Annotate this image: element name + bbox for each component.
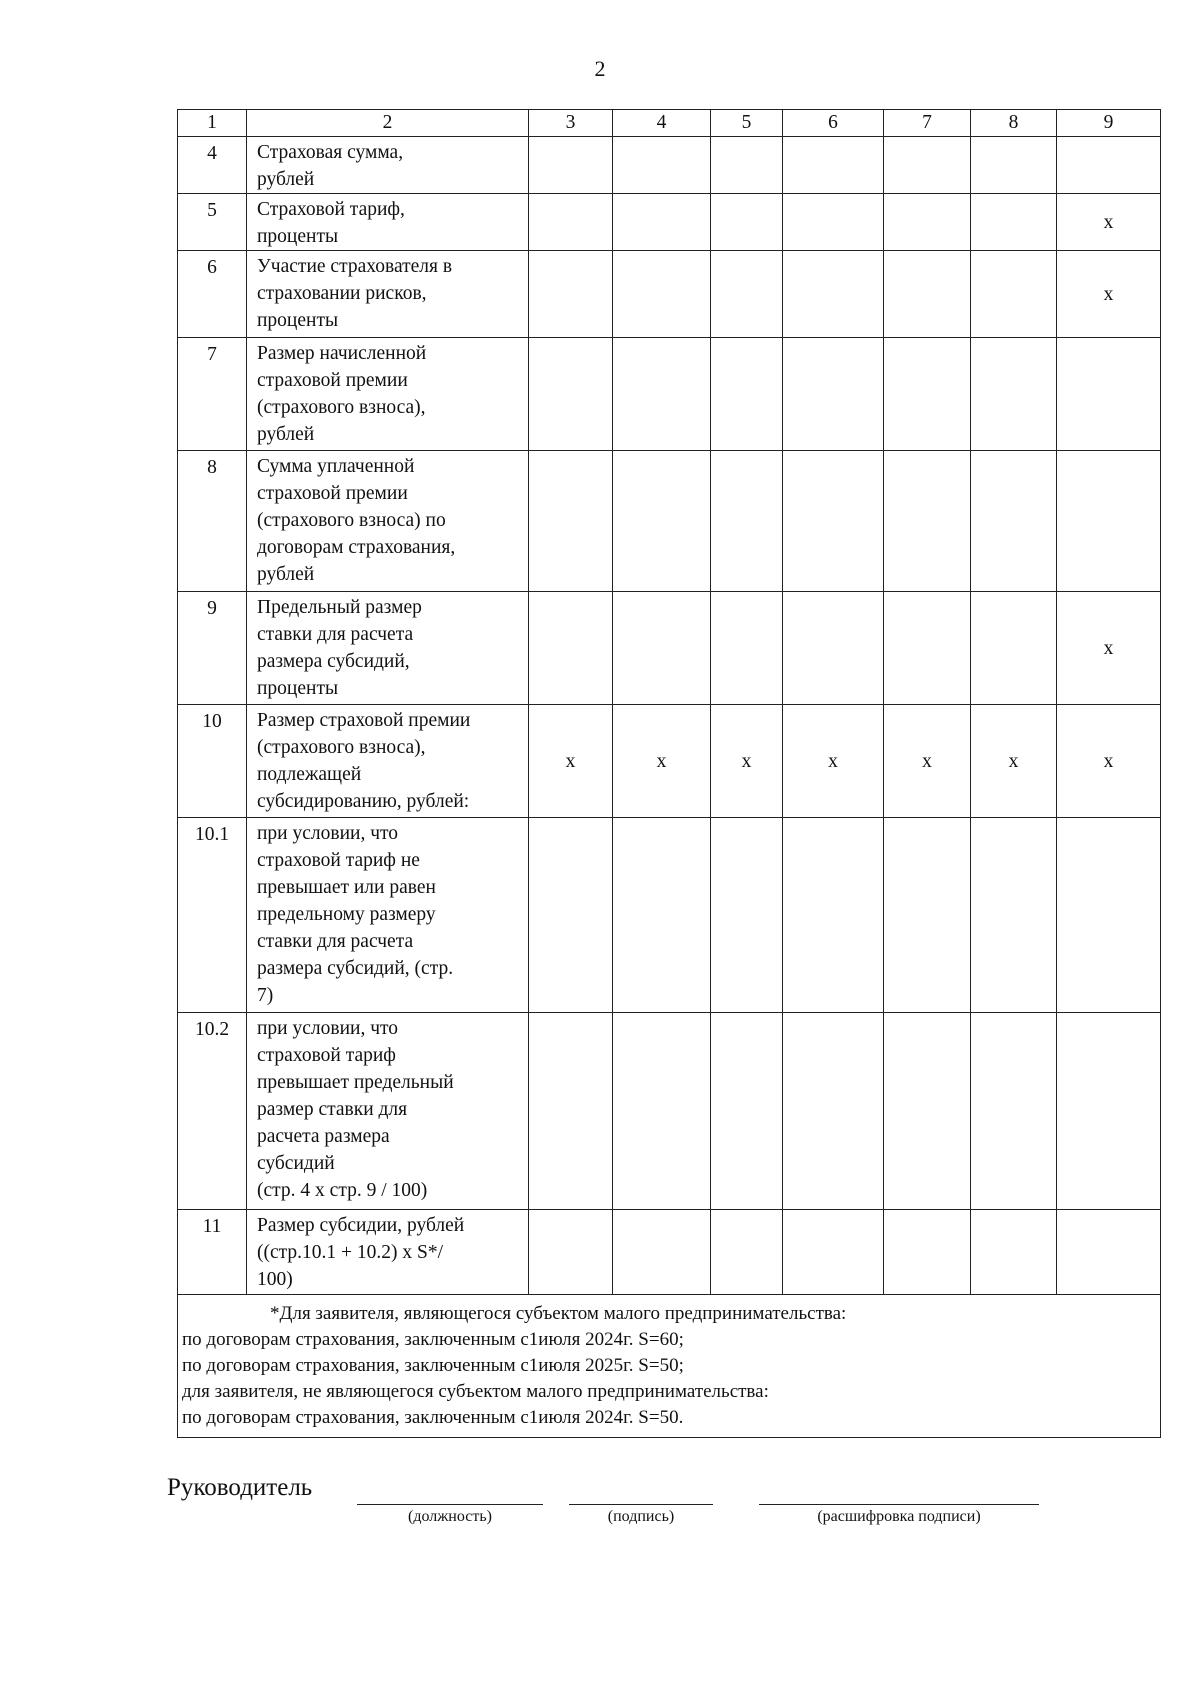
table-row xyxy=(178,451,1161,592)
value-cell xyxy=(613,1013,711,1210)
value-cell xyxy=(1057,1013,1161,1210)
row-label-line: Сумма уплаченной xyxy=(257,456,415,477)
value-cell xyxy=(971,137,1057,194)
value-cell xyxy=(711,194,783,251)
value-cell xyxy=(613,251,711,338)
row-number-cell: 10.2 xyxy=(178,1013,247,1210)
value-cell xyxy=(783,818,884,1013)
row-label-line: (страхового взноса), xyxy=(257,397,426,418)
row-label-line: ставки для расчета xyxy=(257,624,414,645)
row-label-line: (страхового взноса) по xyxy=(257,510,446,531)
value-cell xyxy=(783,338,884,451)
row-label-cell xyxy=(247,592,529,705)
table-row xyxy=(178,137,1161,194)
row-number-cell: 10.1 xyxy=(178,818,247,1013)
table-row xyxy=(178,592,1161,705)
row-label-cell xyxy=(247,451,529,592)
row-label-line: при условии, что xyxy=(257,823,399,844)
value-cell xyxy=(884,251,971,338)
row-label-line: Размер страховой премии xyxy=(257,710,471,731)
column-header: 4 xyxy=(613,110,711,137)
value-cell xyxy=(529,1013,613,1210)
value-cell: x xyxy=(1057,592,1161,705)
value-cell xyxy=(884,592,971,705)
column-header: 9 xyxy=(1057,110,1161,137)
value-cell xyxy=(613,194,711,251)
value-cell xyxy=(529,194,613,251)
row-label-line: размер ставки для xyxy=(257,1099,408,1120)
value-cell: x xyxy=(529,705,613,818)
column-header: 7 xyxy=(884,110,971,137)
row-label-line: 100) xyxy=(257,1269,293,1290)
signature-field xyxy=(569,1504,713,1526)
value-cell: x xyxy=(613,705,711,818)
value-cell xyxy=(711,251,783,338)
position-caption: (должность) xyxy=(408,1508,492,1525)
signature-title: Руководитель xyxy=(167,1474,313,1501)
signature-block xyxy=(167,1474,1067,1534)
row-label-line: при условии, что xyxy=(257,1018,399,1039)
value-cell xyxy=(783,1013,884,1210)
footnote-line: по договорам страхования, заключенным с1июля 2024г. S=60; xyxy=(182,1329,684,1350)
value-cell: x xyxy=(711,705,783,818)
column-header: 3 xyxy=(529,110,613,137)
row-label-line: Предельный размер xyxy=(257,597,422,618)
row-number-cell: 4 xyxy=(178,137,247,194)
row-label-cell xyxy=(247,1013,529,1210)
value-cell xyxy=(613,592,711,705)
value-cell xyxy=(971,592,1057,705)
row-number-cell: 6 xyxy=(178,251,247,338)
value-cell xyxy=(783,251,884,338)
value-cell xyxy=(711,1013,783,1210)
row-label-line: ((стр.10.1 + 10.2) x S*/ xyxy=(257,1242,444,1263)
value-cell xyxy=(783,451,884,592)
subsidy-calculation-table xyxy=(177,109,1161,1438)
value-cell xyxy=(529,818,613,1013)
decoding-field xyxy=(759,1504,1039,1526)
row-label-line: субсидированию, рублей: xyxy=(257,791,470,812)
table-row xyxy=(178,251,1161,338)
value-cell xyxy=(529,137,613,194)
row-label-line: рублей xyxy=(257,424,315,445)
row-number-cell: 9 xyxy=(178,592,247,705)
row-label-line: Страховой тариф, xyxy=(257,199,405,220)
value-cell xyxy=(1057,338,1161,451)
value-cell xyxy=(971,338,1057,451)
row-number-cell: 8 xyxy=(178,451,247,592)
value-cell xyxy=(711,818,783,1013)
value-cell xyxy=(613,137,711,194)
table-row xyxy=(178,818,1161,1013)
value-cell xyxy=(884,194,971,251)
row-label-line: страховой тариф xyxy=(257,1045,396,1066)
value-cell xyxy=(783,1210,884,1295)
header-row xyxy=(178,110,1161,137)
row-label-line: проценты xyxy=(257,310,339,331)
value-cell xyxy=(1057,451,1161,592)
row-number-cell: 11 xyxy=(178,1210,247,1295)
row-label-line: страховой премии xyxy=(257,483,408,504)
row-label-line: проценты xyxy=(257,678,339,699)
value-cell xyxy=(1057,818,1161,1013)
row-label-cell xyxy=(247,818,529,1013)
value-cell: x xyxy=(1057,705,1161,818)
row-number-cell: 7 xyxy=(178,338,247,451)
row-label-cell xyxy=(247,194,529,251)
value-cell xyxy=(971,1013,1057,1210)
row-label-line: превышает или равен xyxy=(257,877,436,898)
value-cell xyxy=(529,592,613,705)
row-label-line: страховании рисков, xyxy=(257,283,427,304)
column-header: 2 xyxy=(247,110,529,137)
value-cell: x xyxy=(971,705,1057,818)
value-cell: x xyxy=(1057,194,1161,251)
row-label-line: страховой премии xyxy=(257,370,408,391)
row-label-cell xyxy=(247,338,529,451)
value-cell xyxy=(884,338,971,451)
value-cell xyxy=(529,338,613,451)
value-cell xyxy=(971,451,1057,592)
decoding-caption: (расшифровка подписи) xyxy=(817,1508,981,1525)
table-row xyxy=(178,338,1161,451)
row-label-line: Участие страхователя в xyxy=(257,256,453,277)
column-header: 8 xyxy=(971,110,1057,137)
row-label-line: рублей xyxy=(257,564,315,585)
column-header: 1 xyxy=(178,110,247,137)
row-label-line: договорам страхования, xyxy=(257,537,456,558)
row-label-line: 7) xyxy=(257,985,274,1006)
value-cell xyxy=(613,1210,711,1295)
row-label-line: проценты xyxy=(257,226,339,247)
position-field xyxy=(357,1504,543,1526)
row-label-cell xyxy=(247,137,529,194)
footnote-line: по договорам страхования, заключенным с1июля 2025г. S=50; xyxy=(182,1355,684,1376)
value-cell xyxy=(884,451,971,592)
row-label-line: Размер субсидии, рублей xyxy=(257,1215,465,1236)
value-cell xyxy=(884,818,971,1013)
row-label-line: (страхового взноса), xyxy=(257,737,426,758)
value-cell: x xyxy=(783,705,884,818)
value-cell xyxy=(711,451,783,592)
value-cell xyxy=(783,137,884,194)
row-label-line: ставки для расчета xyxy=(257,931,414,952)
row-number-cell: 5 xyxy=(178,194,247,251)
footnote-row xyxy=(178,1295,1161,1438)
value-cell xyxy=(529,1210,613,1295)
footnote xyxy=(178,1295,1161,1438)
value-cell xyxy=(884,137,971,194)
row-label-line: субсидий xyxy=(257,1153,335,1174)
row-label-line: Размер начисленной xyxy=(257,343,427,364)
value-cell xyxy=(529,451,613,592)
value-cell xyxy=(884,1013,971,1210)
table-row xyxy=(178,705,1161,818)
row-label-line: размера субсидий, xyxy=(257,651,410,672)
row-label-line: страховой тариф не xyxy=(257,850,420,871)
footnote-line: *Для заявителя, являющегося субъектом малого предпринимательства: xyxy=(270,1303,847,1324)
value-cell xyxy=(884,1210,971,1295)
row-label-line: подлежащей xyxy=(257,764,362,785)
signature-caption: (подпись) xyxy=(607,1508,675,1525)
value-cell: x xyxy=(884,705,971,818)
row-label-line: рублей xyxy=(257,169,315,190)
table-body xyxy=(178,137,1161,1295)
table-row xyxy=(178,1013,1161,1210)
row-label-line: превышает предельный xyxy=(257,1072,454,1093)
value-cell xyxy=(1057,137,1161,194)
row-label-cell xyxy=(247,705,529,818)
row-label-line: Страховая сумма, xyxy=(257,142,404,163)
value-cell xyxy=(529,251,613,338)
value-cell xyxy=(711,338,783,451)
footnote-line: по договорам страхования, заключенным с1июля 2024г. S=50. xyxy=(182,1407,684,1428)
value-cell xyxy=(613,338,711,451)
value-cell: x xyxy=(1057,251,1161,338)
table-row xyxy=(178,194,1161,251)
row-number-cell: 10 xyxy=(178,705,247,818)
footnote-line: для заявителя, не являющегося субъектом малого предпринимательства: xyxy=(182,1381,769,1402)
value-cell xyxy=(971,194,1057,251)
page-number: 2 xyxy=(594,56,606,81)
value-cell xyxy=(711,592,783,705)
value-cell xyxy=(971,818,1057,1013)
table-row xyxy=(178,1210,1161,1295)
value-cell xyxy=(1057,1210,1161,1295)
value-cell xyxy=(783,592,884,705)
row-label-line: (стр. 4 x стр. 9 / 100) xyxy=(257,1180,428,1201)
value-cell xyxy=(711,1210,783,1295)
column-header: 5 xyxy=(711,110,783,137)
value-cell xyxy=(711,137,783,194)
value-cell xyxy=(971,1210,1057,1295)
row-label-cell xyxy=(247,251,529,338)
row-label-line: расчета размера xyxy=(257,1126,390,1147)
value-cell xyxy=(613,451,711,592)
column-header: 6 xyxy=(783,110,884,137)
row-label-cell xyxy=(247,1210,529,1295)
value-cell xyxy=(971,251,1057,338)
value-cell xyxy=(783,194,884,251)
value-cell xyxy=(613,818,711,1013)
row-label-line: размера субсидий, (стр. xyxy=(257,958,454,979)
row-label-line: предельному размеру xyxy=(257,904,436,925)
